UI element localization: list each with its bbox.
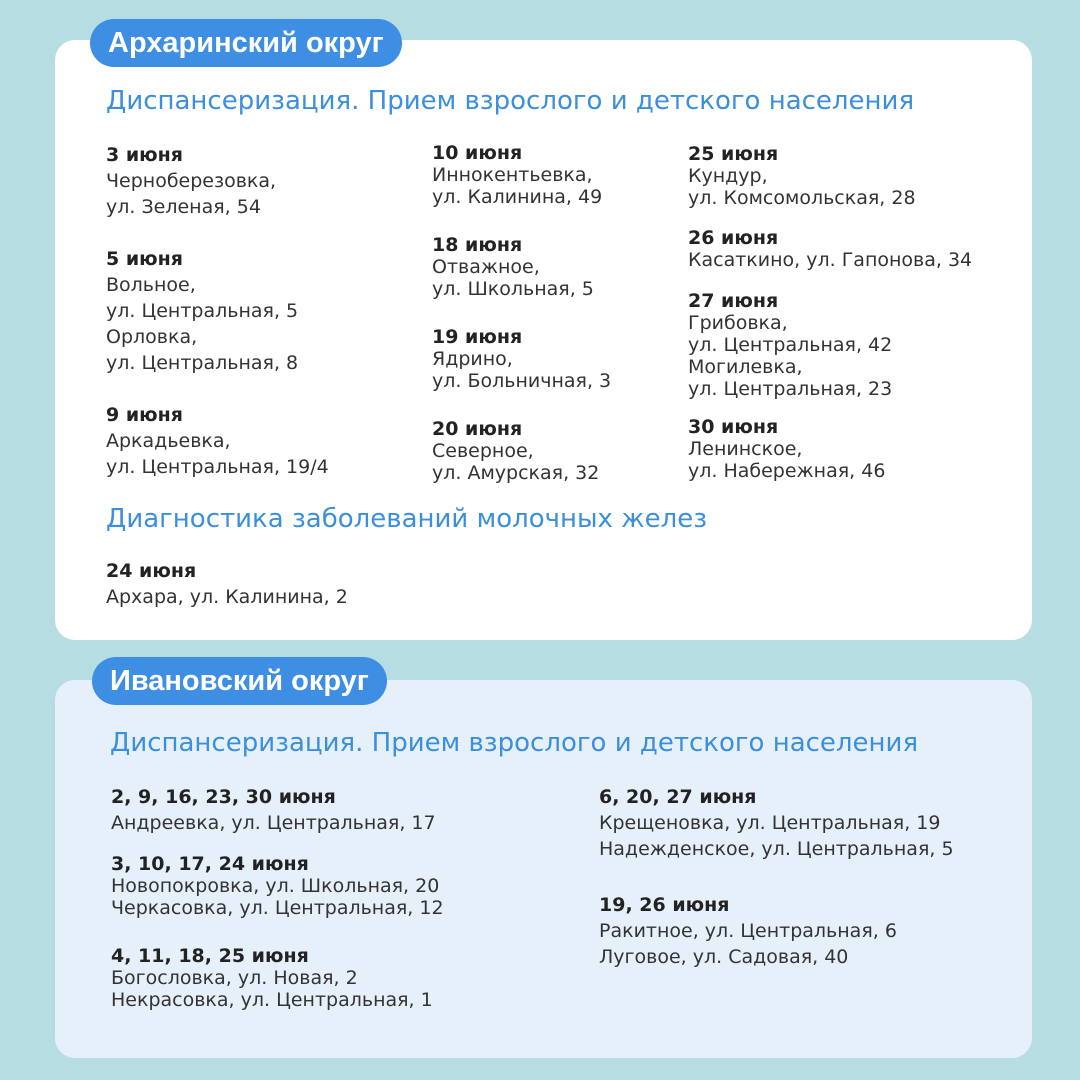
entry-location: Ленинское, — [688, 438, 803, 460]
entry-date: 19 июня — [432, 326, 523, 348]
entry-address: Ракитное, ул. Центральная, 6 — [599, 920, 897, 942]
schedule-entry — [106, 246, 298, 376]
entry-date: 6, 20, 27 июня — [599, 786, 757, 808]
entry-location: Аркадьевка, — [106, 430, 231, 452]
entry-address: Архара, ул. Калинина, 2 — [106, 586, 348, 608]
entry-address: ул. Калинина, 49 — [432, 186, 603, 208]
schedule-entry — [688, 227, 972, 271]
schedule-entry — [432, 418, 599, 484]
schedule-entry — [688, 290, 892, 400]
schedule-entry — [106, 558, 348, 610]
schedule-entry — [432, 142, 602, 208]
entry-location: Черноберезовка, — [106, 170, 277, 192]
arkharinsky-district-badge: Архаринский округ — [90, 19, 402, 67]
entry-date: 30 июня — [688, 416, 779, 438]
entry-date: 20 июня — [432, 418, 523, 440]
entry-location: Грибовка, — [688, 312, 788, 334]
entry-location: Северное, — [432, 440, 534, 462]
entry-date: 3 июня — [106, 144, 183, 166]
entry-address: Надежденское, ул. Центральная, 5 — [599, 838, 954, 860]
entry-date: 9 июня — [106, 404, 183, 426]
entry-date: 3, 10, 17, 24 июня — [111, 853, 309, 875]
entry-date: 18 июня — [432, 234, 523, 256]
entry-address: ул. Центральная, 8 — [106, 352, 299, 374]
arkharinsky-section2-title: Диагностика заболеваний молочных желез — [106, 504, 708, 534]
schedule-entry — [111, 853, 444, 919]
schedule-entry — [599, 892, 897, 970]
entry-address: Касаткино, ул. Гапонова, 34 — [688, 249, 973, 271]
schedule-entry — [111, 945, 433, 1011]
entry-address: ул. Амурская, 32 — [432, 462, 600, 484]
entry-address: ул. Набережная, 46 — [688, 460, 886, 482]
schedule-entry — [432, 326, 611, 392]
entry-address: Черкасовка, ул. Центральная, 12 — [111, 897, 444, 919]
entry-date: 26 июня — [688, 227, 779, 249]
entry-address: Новопокровка, ул. Школьная, 20 — [111, 875, 440, 897]
entry-address: Крещеновка, ул. Центральная, 19 — [599, 812, 941, 834]
schedule-entry — [106, 402, 329, 480]
schedule-entry — [688, 416, 885, 482]
entry-date: 24 июня — [106, 560, 197, 582]
schedule-entry — [432, 234, 594, 300]
schedule-entry — [111, 784, 436, 836]
entry-location: Иннокентьевка, — [432, 164, 593, 186]
entry-address: ул. Центральная, 42 — [688, 334, 893, 356]
entry-address: ул. Школьная, 5 — [432, 278, 594, 300]
entry-date: 4, 11, 18, 25 июня — [111, 945, 309, 967]
arkharinsky-section1-title: Диспансеризация. Прием взрослого и детского населения — [106, 86, 915, 116]
entry-location: Кундур, — [688, 165, 768, 187]
entry-date: 10 июня — [432, 142, 523, 164]
entry-date: 25 июня — [688, 143, 779, 165]
entry-address: Луговое, ул. Садовая, 40 — [599, 946, 849, 968]
entry-address: ул. Центральная, 19/4 — [106, 456, 329, 478]
entry-address: ул. Центральная, 5 — [106, 300, 299, 322]
entry-date: 27 июня — [688, 290, 779, 312]
entry-address: ул. Центральная, 23 — [688, 378, 893, 400]
schedule-entry — [599, 784, 954, 862]
entry-location: Отважное, — [432, 256, 540, 278]
entry-address: ул. Зеленая, 54 — [106, 196, 261, 218]
entry-date: 5 июня — [106, 248, 183, 270]
entry-address: ул. Комсомольская, 28 — [688, 187, 916, 209]
entry-location: Ядрино, — [432, 348, 513, 370]
entry-location: Орловка, — [106, 326, 198, 348]
entry-location: Могилевка, — [688, 356, 803, 378]
entry-location: Вольное, — [106, 274, 196, 296]
entry-address: Богословка, ул. Новая, 2 — [111, 967, 358, 989]
entry-address: Некрасовка, ул. Центральная, 1 — [111, 989, 433, 1011]
entry-address: Андреевка, ул. Центральная, 17 — [111, 812, 436, 834]
ivanovsky-section1-title: Диспансеризация. Прием взрослого и детского населения — [110, 728, 919, 758]
ivanovsky-district-badge: Ивановский округ — [92, 657, 387, 705]
entry-date: 19, 26 июня — [599, 894, 730, 916]
entry-date: 2, 9, 16, 23, 30 июня — [111, 786, 336, 808]
schedule-entry — [688, 143, 916, 209]
entry-address: ул. Больничная, 3 — [432, 370, 612, 392]
schedule-entry — [106, 142, 276, 220]
